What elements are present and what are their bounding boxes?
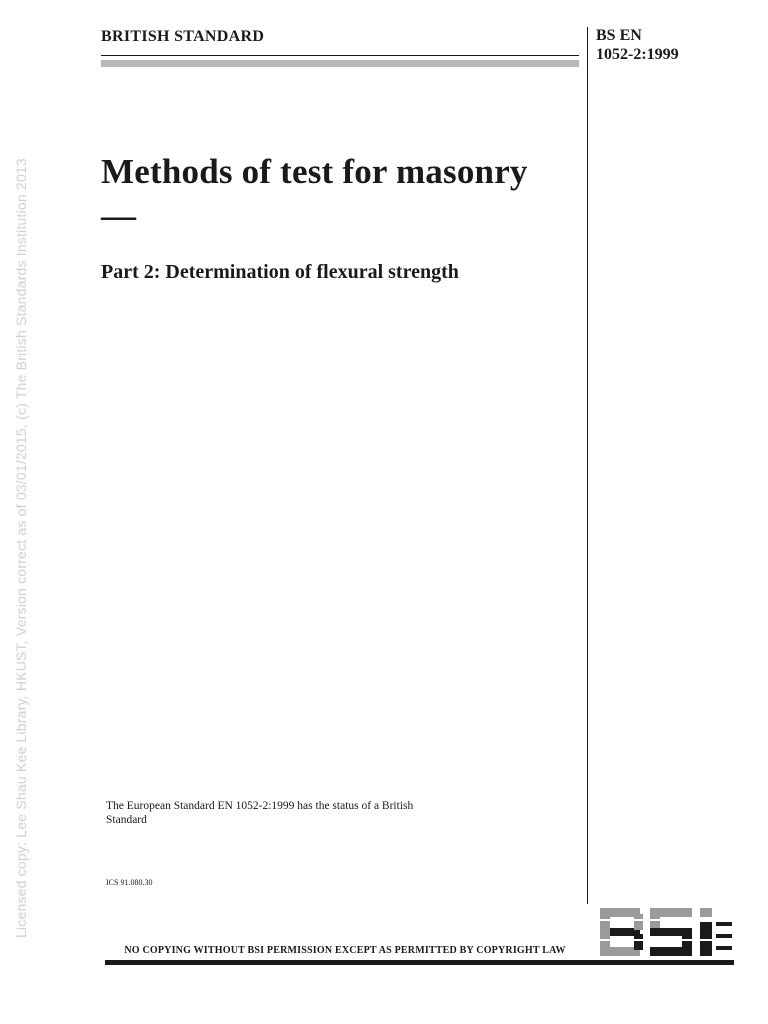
header-grey-bar <box>101 60 579 67</box>
copyright-notice: NO COPYING WITHOUT BSI PERMISSION EXCEPT AS PERMITTED BY COPYRIGHT LAW <box>124 945 566 956</box>
document-number: BS EN 1052-2:1999 <box>596 27 679 63</box>
document-title: Methods of test for masonry — <box>101 152 528 235</box>
document-subtitle: Part 2: Determination of flexural strength <box>101 261 459 283</box>
header-rule <box>101 55 579 56</box>
footer-rule <box>105 960 734 965</box>
standard-type-label: BRITISH STANDARD <box>101 28 265 45</box>
bsi-logo-letter-i <box>700 908 732 956</box>
ics-code: ICS 91.080.30 <box>106 878 153 887</box>
bsi-logo <box>598 906 734 958</box>
bsi-logo-letter-b <box>600 908 643 956</box>
status-note: The European Standard EN 1052-2:1999 has the status of a British Standard <box>106 800 414 826</box>
bsi-logo-letter-s <box>650 908 692 956</box>
margin-vertical-rule <box>587 27 588 904</box>
license-watermark: Licensed copy: Lee Shau Kee Library, HKUST, Version correct as of 03/01/2015, (c) The British Standards Institution 2013 <box>13 158 29 938</box>
